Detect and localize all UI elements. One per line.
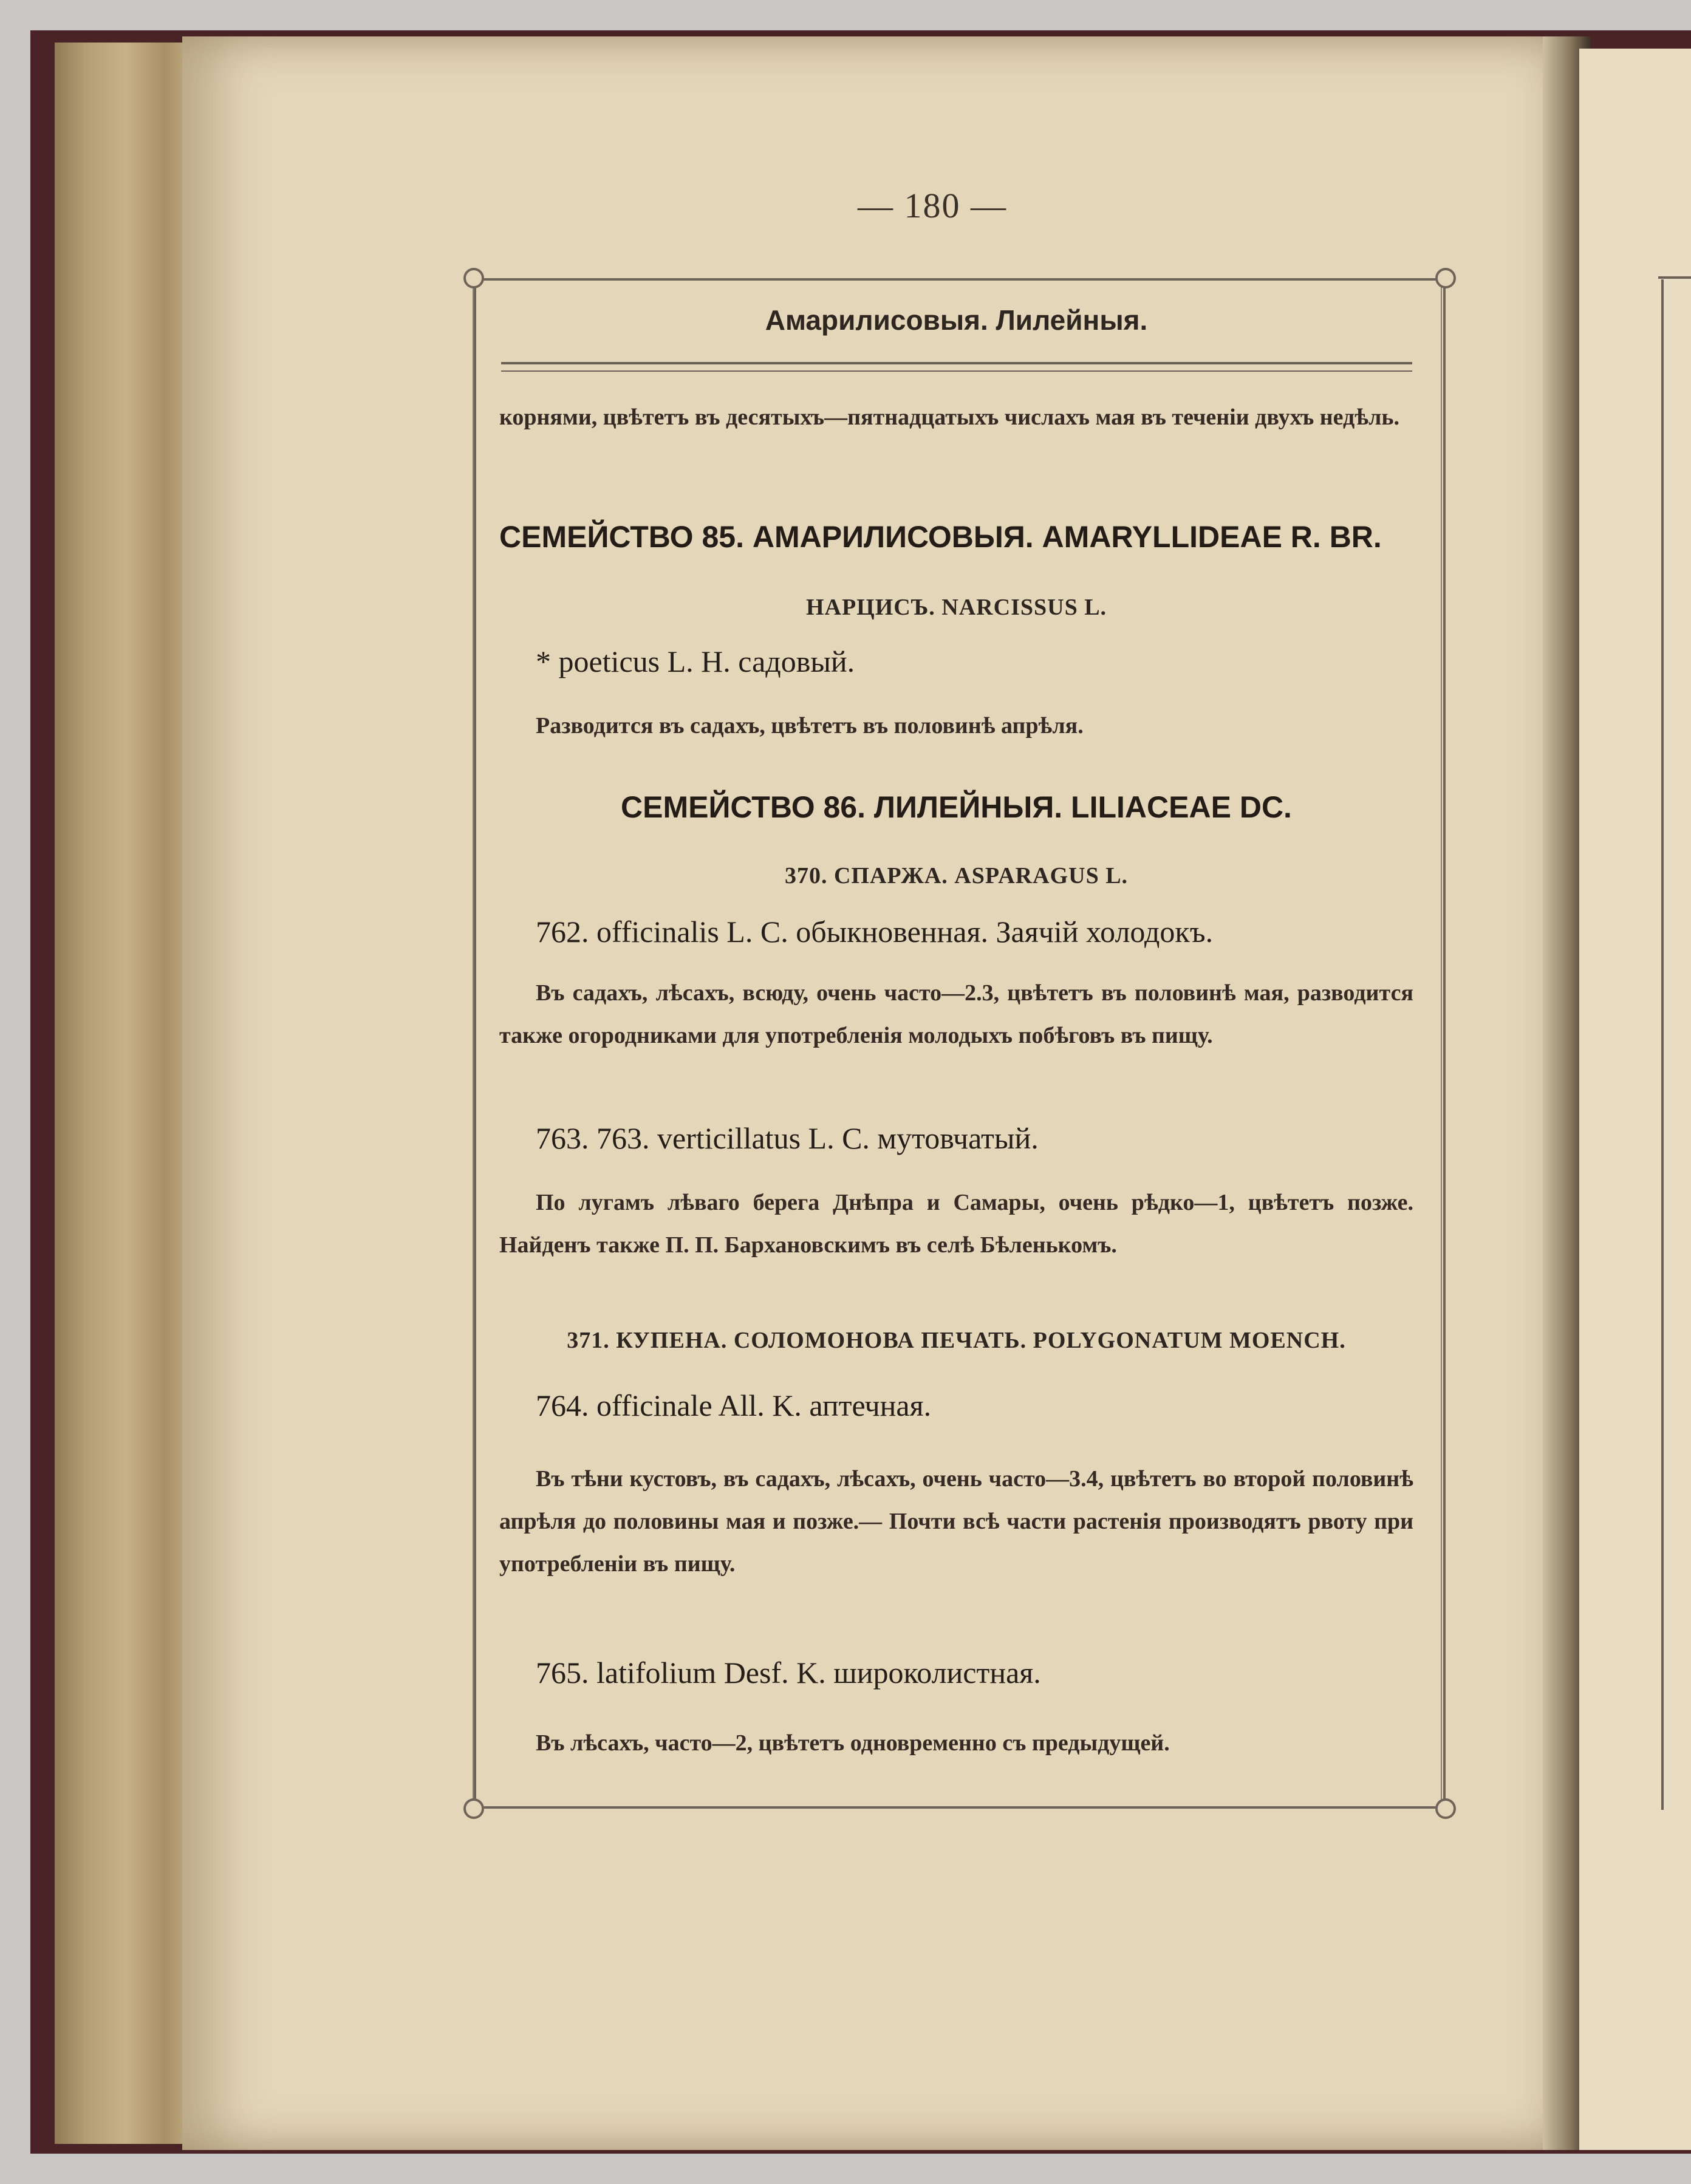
- species-765-description: Въ лѣсахъ, часто—2, цвѣтетъ одновременно съ предыдущей.: [536, 1730, 1170, 1756]
- species-762-description: Въ садахъ, лѣсахъ, всюду, очень часто—2.3, цвѣтетъ въ половинѣ мая, разводится также огородниками для употребленія молодыхъ побѣговъ въ пищу.: [499, 980, 1413, 1048]
- running-header: Амарилисовыя. Лилейныя.: [765, 304, 1148, 336]
- genus-371-heading: 371. КУПЕНА. СОЛОМОНОВА ПЕЧАТЬ. POLYGONATUM MOENCH.: [567, 1328, 1346, 1353]
- species-764: 764. officinale All. K. аптечная.: [536, 1388, 932, 1422]
- species-765: 765. latifolium Desf. K. широколистная.: [536, 1656, 1041, 1690]
- header-rule: [501, 362, 1412, 372]
- frame-corner-ornament-icon: [1435, 268, 1456, 288]
- intro-paragraph: корнями, цвѣтетъ въ десятыхъ—пятнадцатыхъ числахъ мая въ теченіи двухъ недѣль.: [499, 404, 1399, 430]
- facing-page-frame-line: [1661, 279, 1664, 1810]
- facing-page-rule: [1658, 276, 1691, 279]
- frame-corner-ornament-icon: [1435, 1798, 1456, 1819]
- species-poeticus: * poeticus L. H. садовый.: [536, 644, 855, 678]
- species-764-description: Въ тѣни кустовъ, въ садахъ, лѣсахъ, очень часто—3.4, цвѣтетъ во второй половинѣ апрѣля до половины мая и позже.— Почти всѣ части растенія производятъ рвоту при употребленіи въ пищу.: [499, 1466, 1413, 1577]
- frame-corner-ornament-icon: [463, 1798, 484, 1819]
- page-number: — 180 —: [858, 186, 1007, 225]
- species-762: 762. officinalis L. C. обыкновенная. Заячій холодокъ.: [536, 915, 1214, 949]
- facing-page-edge: [1579, 49, 1691, 2150]
- genus-narcissus-heading: НАРЦИСЪ. NARCISSUS L.: [805, 595, 1107, 620]
- species-763-description: По лугамъ лѣваго берега Днѣпра и Самары, очень рѣдко—1, цвѣтетъ позже. Найденъ также П. П. Бархановскимъ въ селѣ Бѣленькомъ.: [499, 1190, 1413, 1258]
- frame-corner-ornament-icon: [463, 268, 484, 288]
- family-86-heading: СЕМЕЙСТВО 86. ЛИЛЕЙНЫЯ. LILIACEAE DC.: [621, 790, 1292, 824]
- genus-370-heading: 370. СПАРЖА. ASPARAGUS L.: [784, 863, 1129, 889]
- family-85-heading: СЕМЕЙСТВО 85. АМАРИЛИСОВЫЯ. AMARYLLIDEAE R. BR.: [499, 520, 1382, 554]
- poeticus-description: Разводится въ садахъ, цвѣтетъ въ половинѣ апрѣля.: [536, 713, 1084, 739]
- species-763: 763. 763. verticillatus L. C. мутовчатый.: [536, 1121, 1039, 1155]
